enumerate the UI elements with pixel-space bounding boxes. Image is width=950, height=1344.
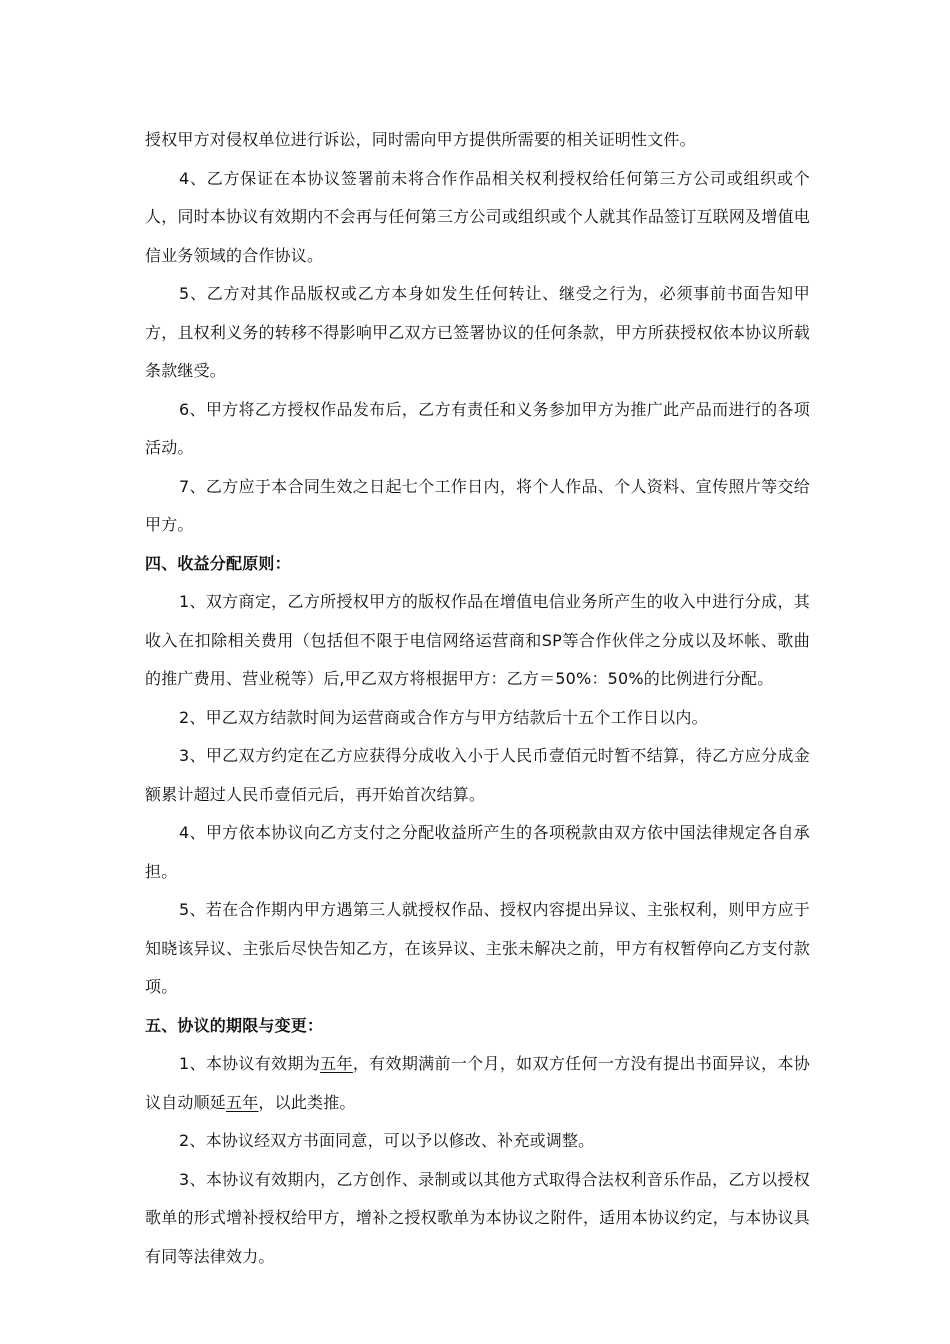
paragraph-clause-5-3: 3、本协议有效期内，乙方创作、录制或以其他方式取得合法权利音乐作品，乙方以授权歌单的形式增补授权给甲方，增补之授权歌单为本协议之附件，适用本协议约定，与本协议具有同等法律效力。	[145, 1169, 810, 1266]
paragraph-clause-5-1	[145, 1045, 810, 1122]
paragraph-rights-litigation: 授权甲方对侵权单位进行诉讼，同时需向甲方提供所需要的相关证明性文件。	[145, 130, 696, 149]
section-heading-term: 五、协议的期限与变更：	[145, 1015, 324, 1035]
paragraph-clause-5-2: 2、本协议经双方书面同意，可以予以修改、补充或调整。	[179, 1131, 595, 1150]
paragraph-clause-4-3: 3、甲乙双方约定在乙方应获得分成收入小于人民币壹佰元时暂不结算，待乙方应分成金额累计超过人民币壹佰元后，再开始首次结算。	[145, 746, 810, 804]
paragraph-clause-4-5: 5、若在合作期内甲方遇第三人就授权作品、授权内容提出异议、主张权利，则甲方应于知晓该异议、主张后尽快告知乙方，在该异议、主张未解决之前，甲方有权暂停向乙方支付款项。	[145, 900, 810, 996]
paragraph-clause-3-7: 7、乙方应于本合同生效之日起七个工作日内，将个人作品、个人资料、宣传照片等交给甲方。	[145, 476, 810, 534]
paragraph-clause-4-2: 2、甲乙双方结款时间为运营商或合作方与甲方结款后十五个工作日以内。	[179, 707, 708, 727]
paragraph-clause-4-1: 1、双方商定，乙方所授权甲方的版权作品在增值电信业务所产生的收入中进行分成，其收入在扣除相关费用（包括但不限于电信网络运营商和SP等合作伙伴之分成以及坏帐、歌曲的推广费用、营业税等）后,甲乙双方将根据甲方：乙方＝50%：50%的比例进行分配。	[145, 592, 810, 688]
paragraph-clause-4-4: 4、甲方依本协议向乙方支付之分配收益所产生的各项税款由双方依中国法律规定各自承担。	[145, 823, 810, 881]
paragraph-clause-3-4: 4、乙方保证在本协议签署前未将合作作品相关权利授权给任何第三方公司或组织或个人，同时本协议有效期内不会再与任何第三方公司或组织或个人就其作品签订互联网及增值电信业务领域的合作协议。	[145, 168, 810, 265]
document-page	[145, 121, 810, 1276]
clause-5-1-term-underlined-2: 五年	[226, 1092, 259, 1112]
clause-5-1-before: 1、本协议有效期为	[179, 1054, 321, 1073]
section-heading-revenue: 四、收益分配原则：	[145, 553, 291, 573]
paragraph-clause-3-6: 6、甲方将乙方授权作品发布后，乙方有责任和义务参加甲方为推广此产品而进行的各项活动。	[145, 399, 810, 457]
clause-5-1-after: ，以此类推。	[258, 1092, 356, 1112]
clause-5-1-term-underlined-1: 五年	[320, 1054, 353, 1073]
paragraph-clause-3-5: 5、乙方对其作品版权或乙方本身如发生任何转让、继受之行为，必须事前书面告知甲方，且权利义务的转移不得影响甲乙双方已签署协议的任何条款，甲方所获授权依本协议所载条款继受。	[145, 284, 810, 380]
clause-5-1-middle: ，有效期满前一个月，如双方任何一方没有提出书面异议，本协议自动顺延	[145, 1054, 810, 1112]
